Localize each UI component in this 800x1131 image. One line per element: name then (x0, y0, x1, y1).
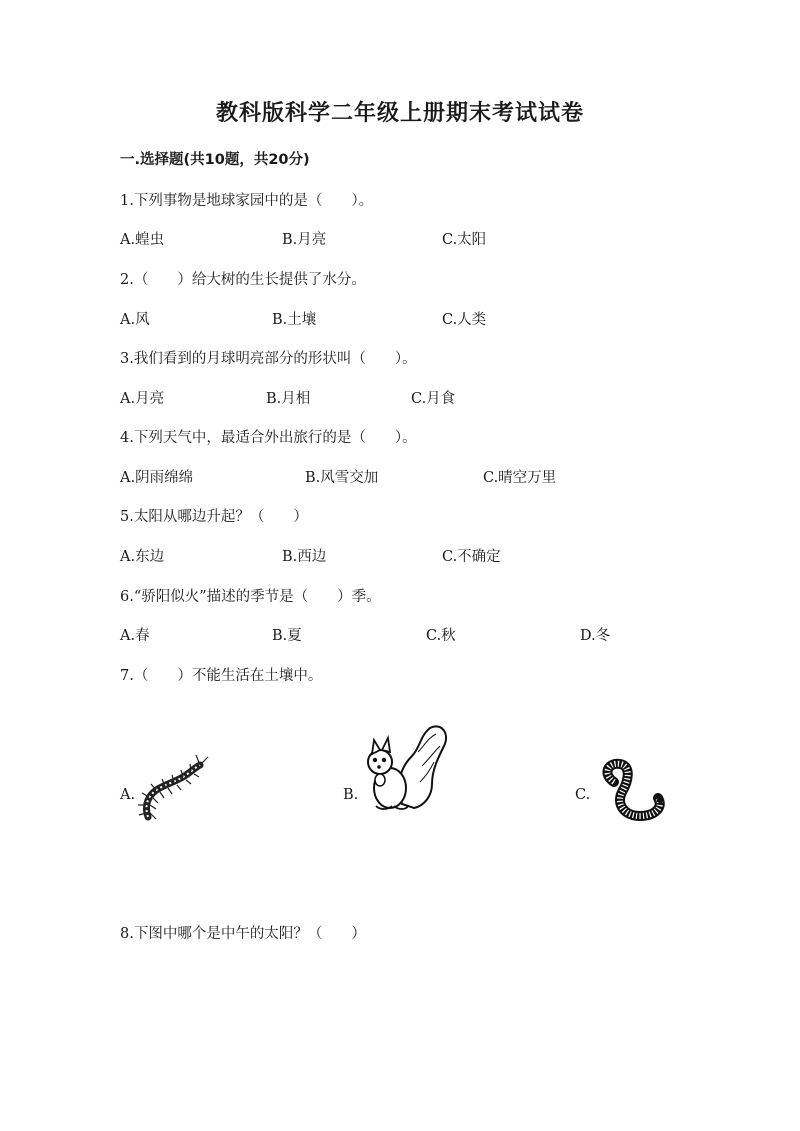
q1-option-a[interactable]: A.蝗虫 (120, 232, 165, 248)
q2-option-a[interactable]: A.风 (120, 312, 150, 328)
q5-option-a[interactable]: A.东边 (120, 549, 165, 565)
q3-option-c[interactable]: C.月食 (411, 391, 456, 407)
q4-option-c[interactable]: C.晴空万里 (483, 470, 557, 486)
q3-option-a[interactable]: A.月亮 (120, 391, 165, 407)
question-2: 2.（ ）给大树的生长提供了水分。 (120, 272, 366, 288)
q7-option-b[interactable]: B. (343, 787, 359, 803)
q3-option-b[interactable]: B.月相 (266, 391, 311, 407)
q6-option-a[interactable]: A.春 (120, 628, 150, 644)
q7-option-a[interactable]: A. (120, 787, 136, 803)
section-heading: 一.选择题(共10题，共20分) (120, 152, 310, 168)
q1-option-b[interactable]: B.月亮 (282, 232, 327, 248)
question-3: 3.我们看到的月球明亮部分的形状叫（ ）。 (120, 351, 417, 367)
earthworm-icon (598, 760, 668, 822)
q6-option-b[interactable]: B.夏 (272, 628, 302, 644)
question-8: 8.下图中哪个是中午的太阳？（ ） (120, 926, 366, 942)
question-7: 7.（ ）不能生活在土壤中。 (120, 668, 323, 684)
q6-option-d[interactable]: D.冬 (580, 628, 611, 644)
q4-option-a[interactable]: A.阴雨绵绵 (120, 470, 194, 486)
page-title: 教科版科学二年级上册期末考试试卷 (215, 101, 584, 126)
question-1: 1.下列事物是地球家园中的是（ ）。 (120, 193, 374, 209)
q7-option-c[interactable]: C. (575, 787, 591, 803)
q4-option-b[interactable]: B.风雪交加 (305, 470, 379, 486)
q6-option-c[interactable]: C.秋 (426, 628, 456, 644)
question-4: 4.下列天气中，最适合外出旅行的是（ ）。 (120, 430, 417, 446)
q5-option-c[interactable]: C.不确定 (442, 549, 501, 565)
question-5: 5.太阳从哪边升起？（ ） (120, 509, 308, 525)
squirrel-icon (358, 722, 450, 814)
q5-option-b[interactable]: B.西边 (282, 549, 327, 565)
question-6: 6.“骄阳似火”描述的季节是（ ）季。 (120, 589, 381, 605)
q2-option-b[interactable]: B.土壤 (272, 312, 317, 328)
q1-option-c[interactable]: C.太阳 (442, 232, 487, 248)
centipede-icon (136, 755, 216, 825)
q2-option-c[interactable]: C.人类 (442, 312, 487, 328)
